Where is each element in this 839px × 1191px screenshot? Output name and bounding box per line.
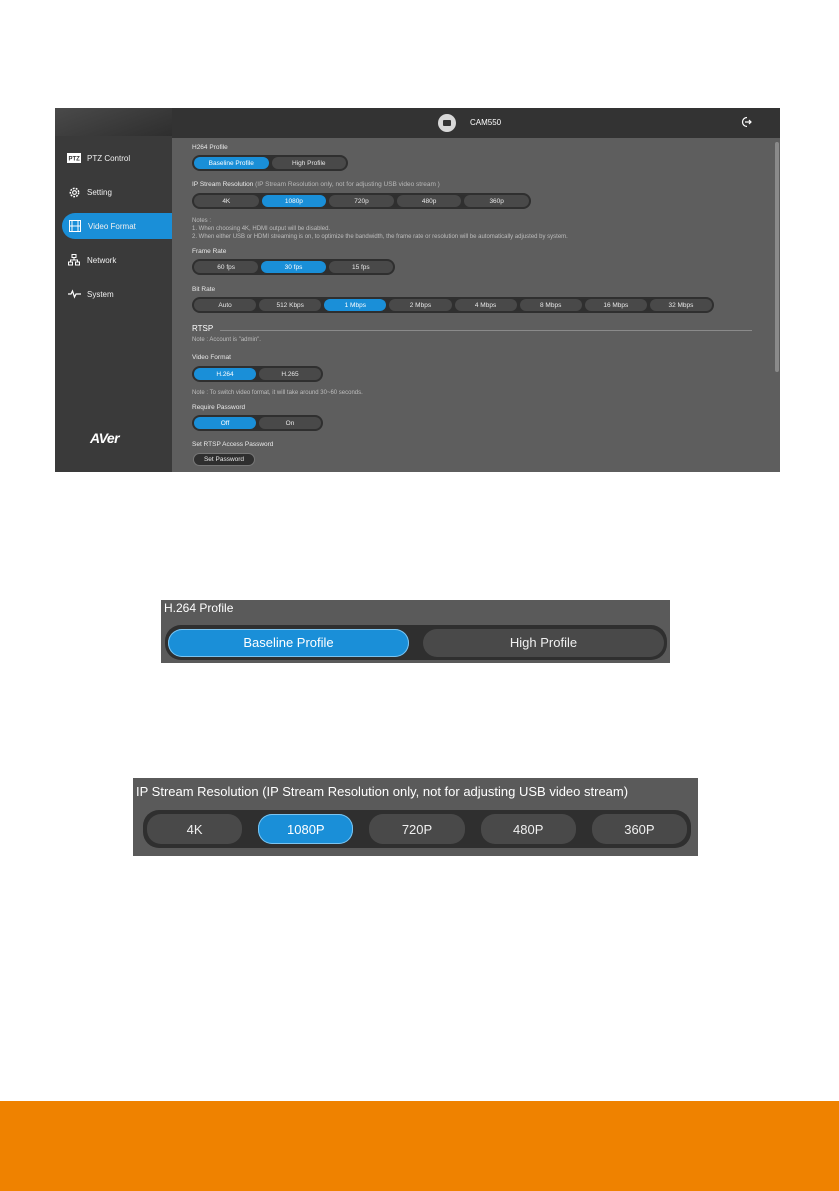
video-format-toggle <box>192 366 323 382</box>
zoom-h264-label: H.264 Profile <box>164 601 234 615</box>
zoom-option-1080p[interactable]: 1080P <box>258 814 353 844</box>
option-720p[interactable]: 720p <box>329 195 394 207</box>
sidebar-item-system[interactable] <box>55 281 172 307</box>
rtsp-divider <box>220 330 752 331</box>
option-on[interactable]: On <box>259 417 321 429</box>
pulse-icon <box>67 287 81 301</box>
ip-resolution-toggle <box>192 193 531 209</box>
option-high-profile[interactable]: High Profile <box>272 157 347 169</box>
gear-icon <box>67 185 81 199</box>
option-480p[interactable]: 480p <box>397 195 462 207</box>
sidebar-item-ptz-control[interactable] <box>55 145 172 171</box>
sidebar-item-label: Video Format <box>88 221 136 231</box>
ptz-icon <box>67 151 81 165</box>
notes-block: Notes : 1. When choosing 4K, HDMI output will be disabled. 2. When either USB or HDMI streaming is on, to optimize the bandwidth, the frame rate or resolution will be automatically adjusted by system. <box>192 218 568 240</box>
h264-profile-label: H264 Profile <box>192 144 228 151</box>
sidebar-item-video-format[interactable] <box>62 213 172 239</box>
option-1mbps[interactable]: 1 Mbps <box>324 299 386 311</box>
network-icon <box>67 253 81 267</box>
option-4mbps[interactable]: 4 Mbps <box>455 299 517 311</box>
sidebar-item-label: Network <box>87 255 117 265</box>
sidebar-item-label: PTZ Control <box>87 153 131 163</box>
camera-icon <box>438 114 456 132</box>
zoom-h264-toggle <box>165 625 667 660</box>
logout-icon[interactable] <box>740 116 752 128</box>
zoom-resolution-label: IP Stream Resolution (IP Stream Resolution only, not for adjusting USB video stream) <box>136 784 629 799</box>
require-password-toggle <box>192 415 323 431</box>
rtsp-account-note: Note : Account is "admin". <box>192 337 261 343</box>
set-password-button[interactable]: Set Password <box>193 453 255 466</box>
zoom-resolution-panel <box>133 778 698 856</box>
zoom-option-480p[interactable]: 480P <box>481 814 576 844</box>
video-format-label: Video Format <box>192 354 231 361</box>
video-format-switch-note: Note : To switch video format, it will take around 30~60 seconds. <box>192 390 363 396</box>
sidebar-item-label: System <box>87 289 114 299</box>
footer-bar <box>0 1101 839 1191</box>
option-16mbps[interactable]: 16 Mbps <box>585 299 647 311</box>
app-window <box>55 108 780 472</box>
zoom-option-4k[interactable]: 4K <box>147 814 242 844</box>
rtsp-section-title: RTSP <box>192 324 214 333</box>
sidebar-item-setting[interactable] <box>55 179 172 205</box>
sidebar-item-label: Setting <box>87 187 112 197</box>
frame-rate-label: Frame Rate <box>192 248 227 255</box>
film-icon <box>68 219 82 233</box>
rtsp-access-password-label: Set RTSP Access Password <box>192 441 274 448</box>
zoom-h264-profile-panel <box>161 600 670 663</box>
option-1080p[interactable]: 1080p <box>262 195 327 207</box>
option-360p[interactable]: 360p <box>464 195 529 207</box>
sidebar <box>55 108 172 472</box>
h264-profile-toggle <box>192 155 348 171</box>
ip-resolution-label: IP Stream Resolution (IP Stream Resolution only, not for adjusting USB video stream ) <box>192 181 440 188</box>
zoom-option-360p[interactable]: 360P <box>592 814 687 844</box>
sidebar-item-network[interactable] <box>55 247 172 273</box>
require-password-label: Require Password <box>192 404 246 411</box>
zoom-option-baseline-profile[interactable]: Baseline Profile <box>168 629 409 657</box>
aver-logo: AVer <box>90 430 120 446</box>
zoom-resolution-toggle <box>143 810 691 848</box>
option-baseline-profile[interactable]: Baseline Profile <box>194 157 269 169</box>
option-2mbps[interactable]: 2 Mbps <box>389 299 451 311</box>
settings-content <box>172 138 780 472</box>
option-8mbps[interactable]: 8 Mbps <box>520 299 582 311</box>
zoom-option-high-profile[interactable]: High Profile <box>423 629 664 657</box>
option-60fps[interactable]: 60 fps <box>194 261 258 273</box>
option-4k[interactable]: 4K <box>194 195 259 207</box>
option-auto[interactable]: Auto <box>194 299 256 311</box>
option-off[interactable]: Off <box>194 417 256 429</box>
sidebar-header <box>55 108 172 136</box>
top-bar <box>172 108 780 138</box>
scrollbar[interactable] <box>775 142 779 372</box>
option-h265[interactable]: H.265 <box>259 368 321 380</box>
option-30fps[interactable]: 30 fps <box>261 261 325 273</box>
bit-rate-label: Bit Rate <box>192 286 216 293</box>
device-title: CAM550 <box>470 118 502 127</box>
option-32mbps[interactable]: 32 Mbps <box>650 299 712 311</box>
option-512kbps[interactable]: 512 Kbps <box>259 299 321 311</box>
option-h264[interactable]: H.264 <box>194 368 256 380</box>
option-15fps[interactable]: 15 fps <box>329 261 393 273</box>
bit-rate-toggle <box>192 297 714 313</box>
zoom-option-720p[interactable]: 720P <box>369 814 464 844</box>
svg-text:PTZ: PTZ <box>68 156 80 163</box>
frame-rate-toggle <box>192 259 395 275</box>
